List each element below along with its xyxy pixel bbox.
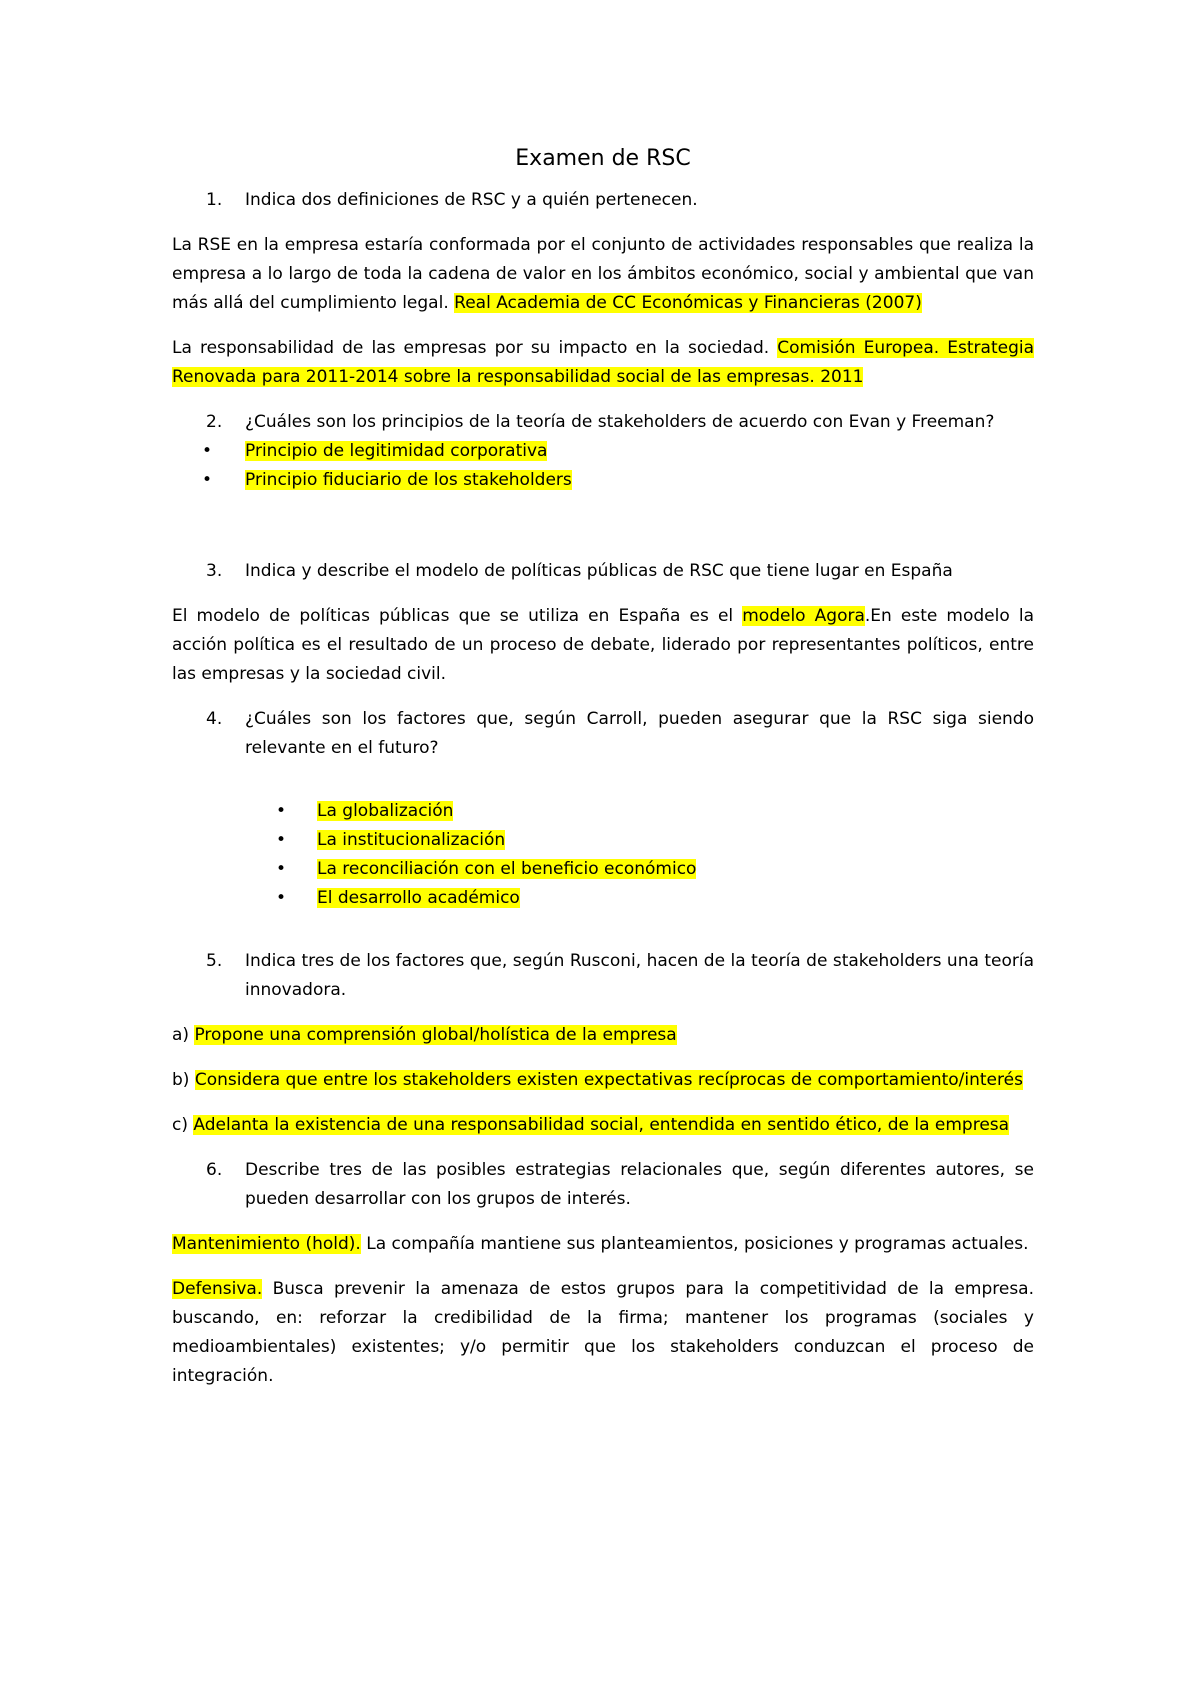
answer-text: .En este modelo la acción política es el resultado de un proceso de debate, liderado por representantes políticos, entre las empresas y la sociedad civil. [172,606,1034,684]
highlighted-answer: La reconciliación con el beneficio económico [317,859,697,879]
answer-text: El modelo de políticas públicas que se utiliza en España es el [172,606,743,626]
answer-label: b) [172,1070,195,1090]
question-number: 2. [206,412,223,432]
highlighted-answer: Principio de legitimidad corporativa [245,441,548,461]
question-2 [172,408,1034,437]
spacer [172,511,1034,557]
bullet-icon: • [276,830,287,850]
question-3 [172,557,1034,586]
answer-paragraph [172,1230,1034,1259]
spacer [172,929,1034,947]
answer-paragraph [172,1111,1034,1140]
question-text: Indica tres de los factores que, según Rusconi, hacen de la teoría de stakeholders una teoría innovadora. [245,951,1034,1000]
highlighted-answer: modelo Agora [742,606,865,626]
answer-paragraph [172,602,1034,689]
spacer [172,779,1034,797]
answer-text: Busca prevenir la amenaza de estos grupos para la competitividad de la empresa. buscando, en: reforzar la credibilidad de la firma; mantener los programas (sociales y medioambientales) existentes; y/o permitir que los stakeholders conduzcan el proceso de integración. [172,1279,1034,1386]
list-item [172,855,1034,884]
bullet-icon: • [276,888,287,908]
highlighted-answer: El desarrollo académico [317,888,520,908]
highlighted-source: Real Academia de CC Económicas y Financieras (2007) [454,293,922,313]
answer-paragraph [172,1275,1034,1391]
question-5 [172,947,1034,1005]
bullet-icon: • [276,801,287,821]
highlighted-answer: Propone una comprensión global/holística de la empresa [194,1025,677,1045]
bullet-icon: • [276,859,287,879]
highlighted-source: Comisión Europea. Estrategia Renovada para 2011-2014 sobre la responsabilidad social de las empresas. 2011 [172,338,1034,387]
bullet-list [172,437,1034,495]
question-text: Indica y describe el modelo de políticas públicas de RSC que tiene lugar en España [245,561,953,581]
bullet-icon: • [202,470,213,490]
page-title: Examen de RSC [515,146,691,171]
highlighted-answer: La globalización [317,801,454,821]
list-item [172,466,1034,495]
question-text: Describe tres de las posibles estrategias relacionales que, según diferentes autores, se pueden desarrollar con los grupos de interés. [245,1160,1034,1209]
question-number: 6. [206,1160,223,1180]
highlighted-answer: La institucionalización [317,830,506,850]
bullet-icon: • [202,441,213,461]
highlighted-answer: Considera que entre los stakeholders existen expectativas recíprocas de comportamiento/interés [194,1070,1023,1090]
highlighted-strategy: Mantenimiento (hold). [172,1234,361,1254]
document-body [172,142,1034,1407]
answer-paragraph [172,1021,1034,1050]
question-number: 1. [206,190,223,210]
list-item [172,884,1034,913]
question-text: ¿Cuáles son los principios de la teoría de stakeholders de acuerdo con Evan y Freeman? [245,412,995,432]
question-6 [172,1156,1034,1214]
question-1 [172,186,1034,215]
answer-text: La responsabilidad de las empresas por su impacto en la sociedad. [172,338,778,358]
answer-paragraph [172,334,1034,392]
list-item [172,826,1034,855]
answer-label: a) [172,1025,195,1045]
answer-paragraph [172,231,1034,318]
answer-text: La RSE en la empresa estaría conformada por el conjunto de actividades responsables que realiza la empresa a lo largo de toda la cadena de valor en los ámbitos económico, social y ambiental que van más allá del cumplimiento legal. [172,235,1034,313]
question-number: 4. [206,709,223,729]
answer-text: La compañía mantiene sus planteamientos, posiciones y programas actuales. [360,1234,1029,1254]
list-item [172,797,1034,826]
question-4 [172,705,1034,763]
answer-paragraph [172,1066,1034,1095]
question-number: 5. [206,951,223,971]
highlighted-answer: Principio fiduciario de los stakeholders [245,470,572,490]
bullet-list [172,797,1034,913]
question-text: ¿Cuáles son los factores que, según Carroll, pueden asegurar que la RSC siga siendo relevante en el futuro? [245,709,1034,758]
highlighted-answer: Adelanta la existencia de una responsabilidad social, entendida en sentido ético, de la empresa [193,1115,1010,1135]
highlighted-strategy: Defensiva. [172,1279,263,1299]
answer-label: c) [172,1115,194,1135]
list-item [172,437,1034,466]
question-number: 3. [206,561,223,581]
question-text: Indica dos definiciones de RSC y a quién pertenecen. [245,190,698,210]
